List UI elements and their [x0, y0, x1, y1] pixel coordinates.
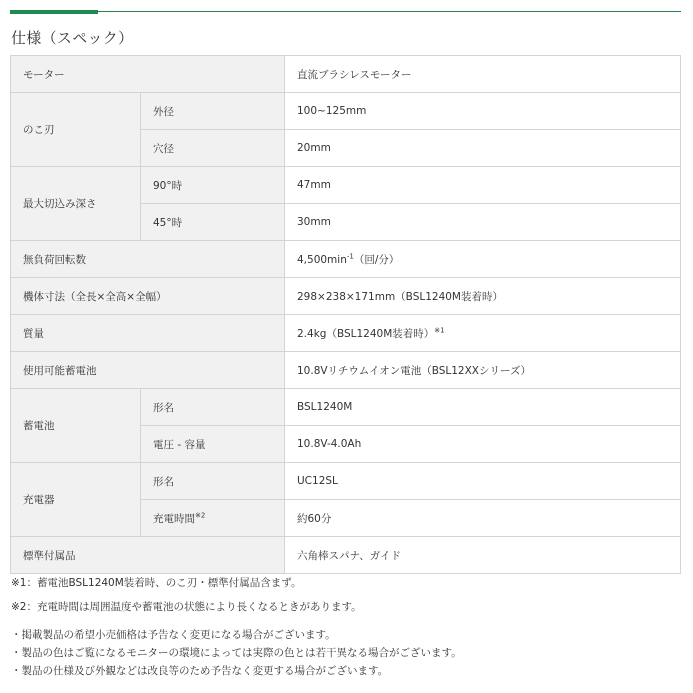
- mass-note-mark: ※1: [434, 326, 445, 334]
- row-label: 穴径: [141, 130, 285, 167]
- row-label: [141, 500, 285, 537]
- row-label: 電圧 - 容量: [141, 426, 285, 463]
- footnote-2: ※2：充電時間は周囲温度や蓄電池の状態により長くなるときがあります。: [11, 601, 362, 613]
- row-value: 100~125mm: [285, 93, 681, 130]
- row-label: 標準付属品: [11, 537, 285, 574]
- row-value: 20mm: [285, 130, 681, 167]
- group-label: のこ刃: [11, 93, 141, 167]
- table-row: [11, 56, 681, 93]
- row-value: [285, 315, 681, 352]
- disclaimer-item: ・製品の色はご覧になるモニターの環境によっては実際の色とは若干異なる場合がございます。: [11, 647, 462, 659]
- group-label: 蓄電池: [11, 389, 141, 463]
- mass-value: 2.4kg（BSL1240M装着時）: [297, 327, 435, 340]
- row-value: 直流ブラシレスモーター: [285, 56, 681, 93]
- row-value: BSL1240M: [285, 389, 681, 426]
- row-label: モーター: [11, 56, 285, 93]
- footnote-1: ※1：蓄電池BSL1240M装着時、のこ刃・標準付属品含まず。: [11, 577, 302, 589]
- row-value: 298×238×171mm（BSL1240M装着時）: [285, 278, 681, 315]
- table-row: [11, 537, 681, 574]
- table-row: [11, 93, 681, 130]
- group-label: 最大切込み深さ: [11, 167, 141, 241]
- table-row: [11, 167, 681, 204]
- disclaimer-item: ・製品の仕様及び外観などは改良等のため予告なく変更する場合がございます。: [11, 665, 389, 677]
- charge-note-mark: ※2: [195, 511, 206, 519]
- row-label: 質量: [11, 315, 285, 352]
- section-divider: [10, 11, 681, 12]
- row-label: 外径: [141, 93, 285, 130]
- rpm-value: 4,500min: [297, 253, 347, 266]
- row-label: 使用可能蓄電池: [11, 352, 285, 389]
- row-value: 10.8V-4.0Ah: [285, 426, 681, 463]
- table-row: [11, 278, 681, 315]
- row-label: 機体寸法（全長×全高×全幅）: [11, 278, 285, 315]
- table-row: [11, 463, 681, 500]
- rpm-superscript: -1: [346, 252, 354, 260]
- table-row: [11, 389, 681, 426]
- table-row: [11, 352, 681, 389]
- row-value: 10.8Vリチウムイオン電池（BSL12XXシリーズ）: [285, 352, 681, 389]
- table-row: [11, 241, 681, 278]
- row-value: 約60分: [285, 500, 681, 537]
- charge-time-label: 充電時間: [153, 512, 195, 525]
- rpm-suffix: （回/分）: [353, 253, 400, 266]
- section-accent-bar: [10, 10, 98, 14]
- table-row: [11, 315, 681, 352]
- row-label: 45°時: [141, 204, 285, 241]
- row-label: 形名: [141, 389, 285, 426]
- row-value: 30mm: [285, 204, 681, 241]
- row-label: 無負荷回転数: [11, 241, 285, 278]
- row-value: UC12SL: [285, 463, 681, 500]
- row-value: [285, 241, 681, 278]
- row-label: 90°時: [141, 167, 285, 204]
- disclaimer-item: ・掲載製品の希望小売価格は予告なく変更になる場合がございます。: [11, 629, 336, 641]
- spec-table: [10, 55, 681, 574]
- page-title: 仕様（スペック）: [11, 29, 134, 47]
- row-value: 47mm: [285, 167, 681, 204]
- group-label: 充電器: [11, 463, 141, 537]
- row-label: 形名: [141, 463, 285, 500]
- row-value: 六角棒スパナ、ガイド: [285, 537, 681, 574]
